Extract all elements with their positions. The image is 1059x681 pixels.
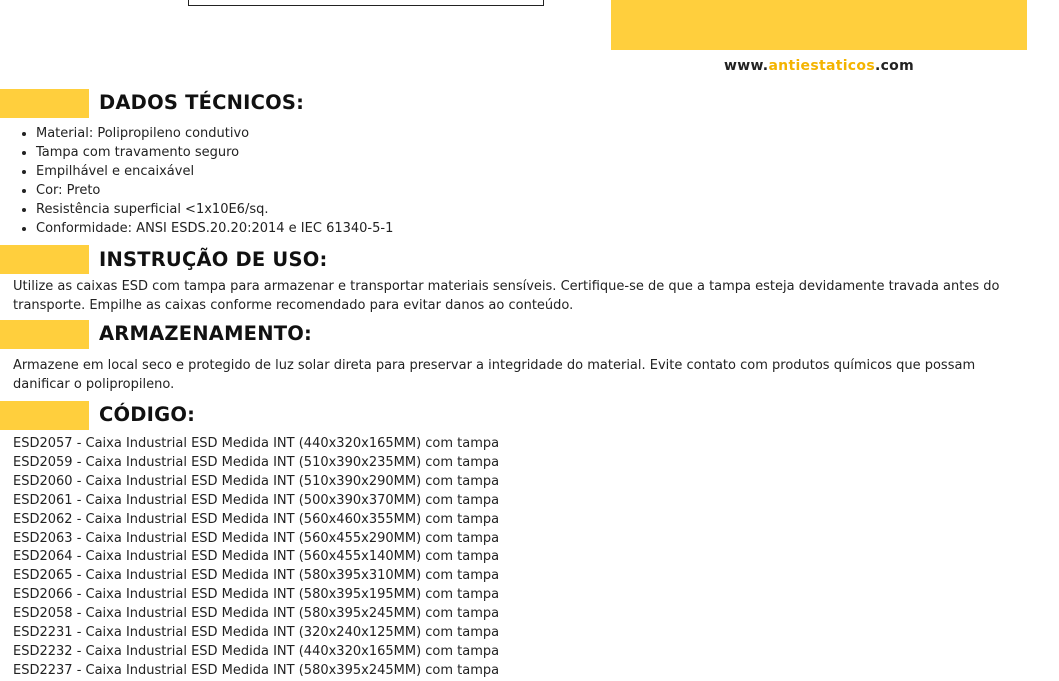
spec-item: • Cor: Preto: [36, 181, 393, 200]
code-item: ESD2058 - Caixa Industrial ESD Medida INT (580x395x245MM) com tampa: [13, 606, 500, 622]
code-item: ESD2064 - Caixa Industrial ESD Medida INT (560x455x140MM) com tampa: [13, 549, 500, 565]
code-item: ESD2232 - Caixa Industrial ESD Medida INT (440x320x165MM) com tampa: [13, 643, 500, 659]
code-item: ESD2062 - Caixa Industrial ESD Medida INT (560x460x355MM) com tampa: [13, 511, 500, 527]
spec-item: • Tampa com travamento seguro: [36, 143, 393, 162]
spec-item: • Conformidade: ANSI ESDS.20.20:2014 e IEC 61340-5-1: [36, 219, 393, 238]
section-accent-bar: [0, 89, 89, 118]
section-accent-bar: [0, 320, 89, 349]
code-item: ESD2065 - Caixa Industrial ESD Medida INT (580x395x310MM) com tampa: [13, 568, 500, 584]
code-item: ESD2066 - Caixa Industrial ESD Medida INT (580x395x195MM) com tampa: [13, 587, 500, 603]
instrucao-text: Utilize as caixas ESD com tampa para armazenar e transportar materiais sensíveis. Certifique-se de que a tampa esteja devidamente travada antes do transporte. Empilhe as caixas conforme recomendado para evitar danos ao conteúdo.: [13, 279, 1000, 313]
specs-list: [0, 124, 393, 238]
spec-item: • Material: Polipropileno condutivo: [36, 124, 393, 143]
section-accent-bar: [0, 401, 89, 430]
spec-item: • Empilhável e encaixável: [36, 162, 393, 181]
code-item: ESD2057 - Caixa Industrial ESD Medida INT (440x320x165MM) com tampa: [13, 436, 500, 451]
section-accent-bar: [0, 245, 89, 274]
codes-list: [13, 435, 499, 681]
section-title-armazenamento: ARMAZENAMENTO:: [99, 322, 312, 345]
section-title-dados-tecnicos: DADOS TÉCNICOS:: [99, 91, 305, 114]
website-url[interactable]: [611, 58, 1027, 74]
code-item: ESD2060 - Caixa Industrial ESD Medida INT (510x390x290MM) com tampa: [13, 473, 500, 489]
header-banner: [611, 0, 1027, 50]
code-item: ESD2237 - Caixa Industrial ESD Medida INT (580x395x245MM) com tampa: [13, 662, 500, 678]
code-item: ESD2063 - Caixa Industrial ESD Medida INT (560x455x290MM) com tampa: [13, 530, 500, 546]
website-prefix: www.: [724, 58, 769, 74]
section-title-instrucao: INSTRUÇÃO DE USO:: [99, 248, 328, 271]
code-item: ESD2061 - Caixa Industrial ESD Medida INT (500x390x370MM) com tampa: [13, 492, 500, 508]
website-suffix: .com: [874, 58, 914, 74]
code-item: ESD2231 - Caixa Industrial ESD Medida INT (320x240x125MM) com tampa: [13, 625, 500, 641]
section-title-codigo: CÓDIGO:: [99, 403, 196, 426]
product-image-frame: [188, 0, 544, 6]
website-brand: antiestaticos: [768, 58, 875, 74]
armazenamento-text: Armazene em local seco e protegido de luz solar direta para preservar a integridade do material. Evite contato com produtos químicos que possam danificar o polipropileno.: [13, 358, 976, 392]
spec-item: • Resistência superficial <1x10E6/sq.: [36, 200, 393, 219]
code-item: ESD2059 - Caixa Industrial ESD Medida INT (510x390x235MM) com tampa: [13, 454, 500, 470]
